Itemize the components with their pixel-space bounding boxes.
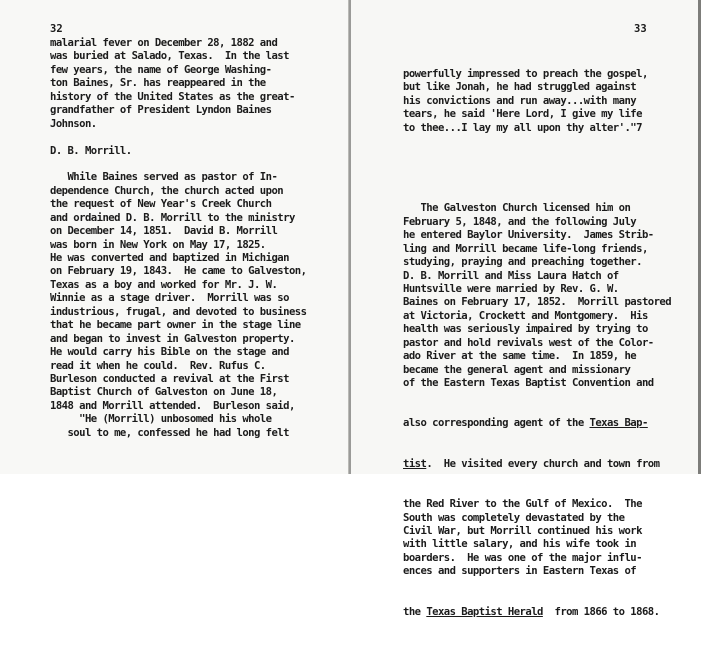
page-number-left: 32 <box>50 23 63 35</box>
right-page-text <box>403 41 671 646</box>
text-line: studying, praying and preaching together. <box>403 256 642 269</box>
text-line: with little salary, and his wife took in <box>403 538 637 551</box>
text-line: ences and supporters in Eastern Texas of <box>403 565 637 578</box>
text-line: "He (Morrill) unbosomed his whole <box>50 413 272 426</box>
text-line: dependence Church, the church acted upon <box>50 184 284 197</box>
text-line: the Red River to the Gulf of Mexico. The <box>403 498 642 511</box>
text-line: his convictions and run away...with many <box>403 94 637 107</box>
text-line: Johnson. <box>50 117 97 130</box>
text-line: and ordained D. B. Morrill to the ministry <box>50 211 295 224</box>
text-line: was buried at Salado, Texas. In the last <box>50 50 289 63</box>
text-line: powerfully impressed to preach the gospel, <box>403 67 648 80</box>
text-line: He was converted and baptized in Michigan <box>50 252 289 264</box>
text-line: that he became part owner in the stage line <box>50 319 301 332</box>
text-line: to thee...I lay my all upon thy alter'."7 <box>403 121 642 134</box>
text-line: health was seriously impaired by trying to <box>403 323 648 336</box>
text-line: tears, he said 'Here Lord, I give my life <box>403 108 642 121</box>
text-line: history of the United States as the great- <box>50 90 295 103</box>
text-span: also corresponding agent of the <box>403 417 590 430</box>
text-line: boarders. He was one of the major influ- <box>403 551 642 564</box>
text-line: and began to invest in Galveston property. <box>50 332 295 345</box>
publication-title-underlined: Texas Bap- <box>589 417 648 430</box>
text-line: industrious, frugal, and devoted to business <box>50 305 307 318</box>
text-line: on December 14, 1851. David B. Morrill <box>50 225 278 238</box>
text-line: malarial fever on December 28, 1882 and <box>50 37 278 49</box>
text-line: He would carry his Bible on the stage and <box>50 346 289 359</box>
text-line: of the Eastern Texas Baptist Convention and <box>403 377 654 390</box>
text-line: he entered Baylor University. James Strib- <box>403 229 654 242</box>
text-line: Baines on February 17, 1852. Morrill pastored <box>403 296 672 309</box>
text-line: Winnie as a stage driver. Morrill was so <box>50 292 289 305</box>
text-line: pastor and hold revivals west of the Color- <box>403 336 654 349</box>
text-line: soul to me, confessed he had long felt <box>50 426 289 439</box>
text-span: . He visited every church and town from <box>426 457 660 470</box>
text-line: read it when he could. Rev. Rufus C. <box>50 359 266 372</box>
text-span: from 1866 to 1868. <box>542 605 660 618</box>
text-line <box>403 458 671 471</box>
text-line: became the general agent and missionary <box>403 363 631 376</box>
text-line: Huntsville were married by Rev. G. W. <box>403 282 619 295</box>
text-line: The Galveston Church licensed him on <box>403 202 631 215</box>
text-line: grandfather of President Lyndon Baines <box>50 104 272 117</box>
text-line: D. B. Morrill. <box>50 144 132 157</box>
text-line <box>403 417 671 430</box>
text-span: the <box>403 605 427 618</box>
text-line: the request of New Year's Creek Church <box>50 198 272 211</box>
text-line: few years, the name of George Washing- <box>50 63 272 76</box>
text-line: on February 19, 1843. He came to Galveston, <box>50 265 307 278</box>
text-line: D. B. Morrill and Miss Laura Hatch of <box>403 269 619 282</box>
left-page-text <box>50 37 306 440</box>
text-line: but like Jonah, he had struggled against <box>403 81 637 94</box>
text-line: was born in New York on May 17, 1825. <box>50 238 266 251</box>
publication-title-underlined: tist <box>403 457 427 470</box>
text-line: ado River at the same time. In 1859, he <box>403 350 637 363</box>
text-line: While Baines served as pastor of In- <box>50 171 278 184</box>
page-number-right: 33 <box>634 23 647 35</box>
left-page <box>0 0 350 474</box>
text-line: Texas as a boy and worked for Mr. J. W. <box>50 278 278 291</box>
text-line: ton Baines, Sr. has reappeared in the <box>50 77 266 90</box>
text-line <box>403 606 671 619</box>
right-page <box>351 0 701 618</box>
text-line: ling and Morrill became life-long friends, <box>403 242 648 255</box>
paragraph-gap <box>50 131 306 144</box>
text-line: 1848 and Morrill attended. Burleson said, <box>50 399 295 412</box>
paragraph-gap <box>50 158 306 171</box>
text-line: at Victoria, Crockett and Montgomery. His <box>403 309 648 322</box>
text-line: South was completely devastated by the <box>403 511 625 524</box>
paragraph-gap <box>403 162 671 175</box>
publication-title-underlined: Texas Baptist Herald <box>426 605 543 618</box>
text-line: Burleson conducted a revival at the First <box>50 372 289 385</box>
text-line: Baptist Church of Galveston on June 18, <box>50 386 278 399</box>
text-line: Civil War, but Morrill continued his work <box>403 524 642 537</box>
text-line: February 5, 1848, and the following July <box>403 215 637 228</box>
